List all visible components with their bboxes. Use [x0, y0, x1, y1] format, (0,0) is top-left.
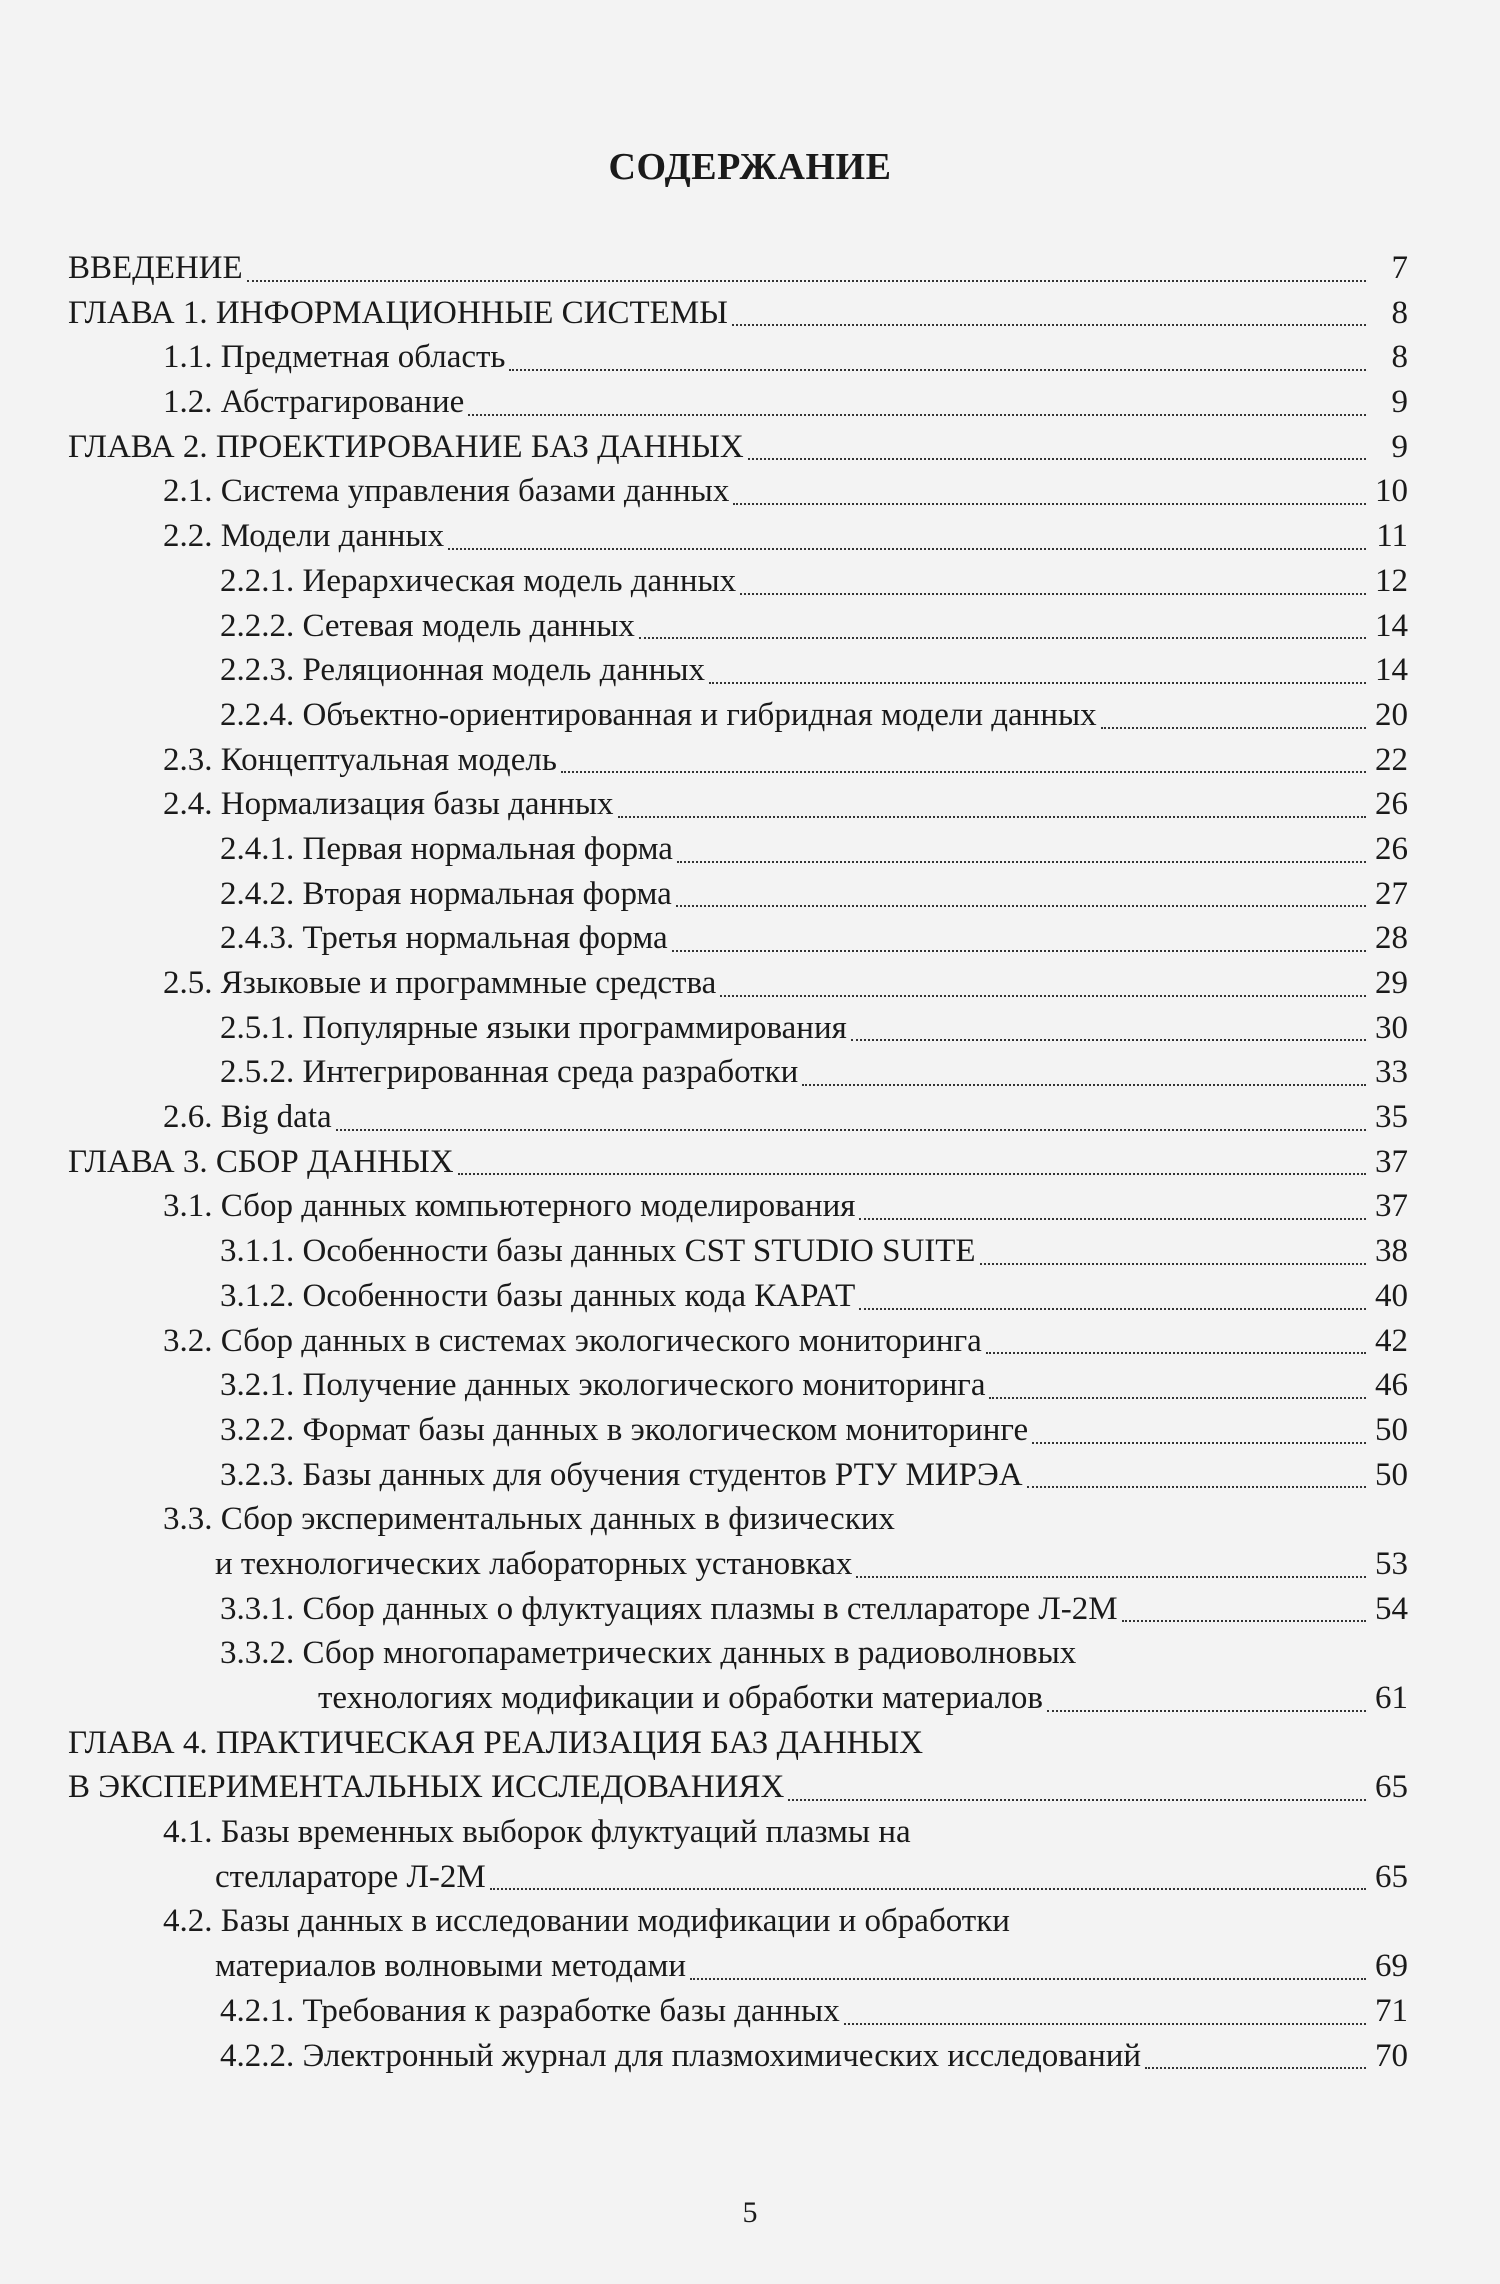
toc-entry-page: 12 [1375, 562, 1408, 599]
toc-entry-label: и технологических лабораторных установках [215, 1545, 853, 1582]
dot-leader [247, 279, 1366, 282]
toc-entry-page: 37 [1375, 1188, 1408, 1225]
toc-entry-page: 61 [1375, 1680, 1408, 1716]
toc-entry-label: 3.2.2. Формат базы данных в экологическом мониторинге [220, 1411, 1029, 1448]
toc-entry [68, 1676, 1408, 1721]
toc-entry-page: 26 [1375, 830, 1408, 867]
toc-entry-label: 3.1. Сбор данных компьютерного моделирования [163, 1188, 856, 1225]
toc-entry [68, 1989, 1408, 2034]
toc-entry-label: технологиях модификации и обработки материалов [318, 1680, 1044, 1716]
toc-entry-label: 2.2. Модели данных [163, 518, 445, 555]
toc-entry-page: 50 [1375, 1456, 1408, 1493]
toc-entry-page: 20 [1375, 696, 1408, 733]
toc-entry [68, 1810, 1408, 1855]
toc-entry [68, 1855, 1408, 1900]
toc-entry [68, 1050, 1408, 1095]
dot-leader [859, 1307, 1366, 1310]
dot-leader [676, 904, 1366, 907]
toc-entry-label: 3.1.1. Особенности базы данных CST STUDIO SUITE [220, 1233, 976, 1270]
dot-leader [672, 949, 1366, 952]
toc-entry [68, 872, 1408, 917]
toc-entry [68, 916, 1408, 961]
toc-entry-label: 3.2. Сбор данных в системах экологического мониторинга [163, 1322, 982, 1359]
toc-entry [68, 1408, 1408, 1453]
toc-entry-page: 28 [1375, 920, 1408, 957]
toc-entry-label: 2.2.3. Реляционная модель данных [220, 652, 705, 689]
dot-leader [709, 681, 1366, 684]
toc-entry-label: 3.3. Сбор экспериментальных данных в физических [163, 1501, 895, 1538]
toc-entry-label: 2.2.2. Сетевая модель данных [220, 607, 635, 644]
page-number: 5 [742, 2196, 758, 2229]
toc-entry [68, 604, 1408, 649]
toc-entry-page: 38 [1375, 1233, 1408, 1270]
dot-leader [748, 457, 1366, 460]
toc-entry [68, 2034, 1408, 2079]
dot-leader [1047, 1709, 1366, 1712]
toc-entry-label: 3.3.1. Сбор данных о флуктуациях плазмы в стеллараторе Л-2М [220, 1590, 1118, 1627]
toc-entry [68, 559, 1408, 604]
toc-entry [68, 514, 1408, 559]
toc-entry-page: 37 [1375, 1143, 1408, 1180]
toc-entry-label: ГЛАВА 1. ИНФОРМАЦИОННЫЕ СИСТЕМЫ [68, 294, 728, 331]
toc-entry-page: 42 [1375, 1322, 1408, 1359]
dot-leader [468, 413, 1366, 416]
toc-entry [68, 469, 1408, 514]
toc-entry [68, 1944, 1408, 1989]
dot-leader [802, 1083, 1366, 1086]
toc-entry [68, 961, 1408, 1006]
dot-leader [720, 994, 1366, 997]
toc-entry-page: 53 [1375, 1545, 1408, 1582]
dot-leader [856, 1575, 1366, 1578]
dot-leader [986, 1351, 1366, 1354]
toc-entry-label: ГЛАВА 4. ПРАКТИЧЕСКАЯ РЕАЛИЗАЦИЯ БАЗ ДАННЫХ [68, 1724, 924, 1761]
toc-entry-label: 2.4.2. Вторая нормальная форма [220, 875, 672, 912]
toc-entry-page: 14 [1375, 652, 1408, 689]
dot-leader [448, 547, 1366, 550]
dot-leader [561, 770, 1366, 773]
dot-leader [740, 592, 1366, 595]
toc-entry-page: 8 [1391, 294, 1408, 331]
dot-leader [677, 860, 1366, 863]
dot-leader [732, 323, 1366, 326]
toc-entry-label: 4.1. Базы временных выборок флуктуаций плазмы на [163, 1814, 911, 1851]
toc-entry-page: 70 [1375, 2037, 1408, 2074]
toc-entry [68, 1319, 1408, 1364]
toc-entry-page: 33 [1375, 1054, 1408, 1091]
toc-entry [68, 335, 1408, 380]
toc-entry-label: 4.2.2. Электронный журнал для плазмохимических исследований [220, 2037, 1142, 2074]
toc-entry-page: 9 [1391, 384, 1408, 421]
toc-entry [68, 1274, 1408, 1319]
dot-leader [980, 1262, 1366, 1265]
toc-entry-page: 54 [1375, 1590, 1408, 1627]
toc-entry-label: 2.4. Нормализация базы данных [163, 786, 614, 823]
toc-entry-page: 26 [1375, 786, 1408, 823]
toc-entry-label: материалов волновыми методами [215, 1948, 687, 1985]
dot-leader [788, 1798, 1366, 1801]
toc-entry [68, 1453, 1408, 1498]
toc-entry-label: 2.5.1. Популярные языки программирования [220, 1009, 847, 1046]
toc-entry-label: ГЛАВА 2. ПРОЕКТИРОВАНИЕ БАЗ ДАННЫХ [68, 428, 744, 465]
toc-entry [68, 1899, 1408, 1944]
toc-entry-page: 11 [1376, 518, 1408, 555]
toc-entry [68, 1542, 1408, 1587]
toc-entry [68, 693, 1408, 738]
toc-entry [68, 738, 1408, 783]
toc-entry-label: 4.2.1. Требования к разработке базы данных [220, 1992, 840, 2029]
toc-entry-label: 2.4.1. Первая нормальная форма [220, 830, 673, 867]
toc-entry-label: 3.2.1. Получение данных экологического мониторинга [220, 1367, 986, 1404]
toc-entry-label: 1.1. Предметная область [163, 339, 506, 376]
dot-leader [1101, 726, 1366, 729]
dot-leader [844, 2022, 1366, 2025]
toc-entry-page: 50 [1375, 1411, 1408, 1448]
toc-entry-page: 30 [1375, 1009, 1408, 1046]
toc-entry [68, 1006, 1408, 1051]
toc-entry [68, 1363, 1408, 1408]
toc-entry-page: 9 [1391, 428, 1408, 465]
toc-entry-label: 4.2. Базы данных в исследовании модификации и обработки [163, 1903, 1010, 1940]
toc-entry-label: 2.2.1. Иерархическая модель данных [220, 562, 737, 599]
dot-leader [690, 1977, 1366, 1980]
toc-entry-label: 3.3.2. Сбор многопараметрических данных в радиоволновых [220, 1635, 1077, 1672]
toc-entry-label: В ЭКСПЕРИМЕНТАЛЬНЫХ ИССЛЕДОВАНИЯХ [68, 1769, 785, 1806]
toc-entry [68, 1229, 1408, 1274]
toc-entry [68, 380, 1408, 425]
toc-entry-page: 40 [1375, 1277, 1408, 1314]
dot-leader [336, 1128, 1366, 1131]
dot-leader [490, 1887, 1366, 1890]
dot-leader [989, 1396, 1366, 1399]
toc-entry [68, 648, 1408, 693]
toc-entry-page: 65 [1375, 1858, 1408, 1895]
toc-entry-label: 3.1.2. Особенности базы данных кода КАРАТ [220, 1277, 856, 1314]
toc-entry-page: 27 [1375, 875, 1408, 912]
toc-entry-page: 22 [1375, 741, 1408, 778]
toc-entry [68, 1184, 1408, 1229]
dot-leader [733, 502, 1366, 505]
toc-entry [68, 782, 1408, 827]
dot-leader [1027, 1485, 1366, 1488]
toc-entry [68, 1631, 1408, 1676]
toc-entry [68, 1587, 1408, 1632]
toc-entry-page: 14 [1375, 607, 1408, 644]
toc-entry [68, 1095, 1408, 1140]
toc-entry-page: 7 [1391, 250, 1408, 286]
toc-entry [68, 1765, 1408, 1810]
dot-leader [1122, 1619, 1366, 1622]
dot-leader [458, 1172, 1366, 1175]
toc-entry-page: 10 [1375, 473, 1408, 510]
toc-entry-label: 2.5. Языковые и программные средства [163, 965, 717, 1001]
page-title: СОДЕРЖАНИЕ [608, 146, 892, 188]
toc-entry-label: 2.3. Концептуальная модель [163, 741, 557, 778]
toc-entry [68, 1497, 1408, 1542]
toc-entry [68, 1721, 1408, 1766]
dot-leader [639, 636, 1366, 639]
toc-entry-label: 1.2. Абстрагирование [163, 384, 465, 421]
toc-entry-page: 35 [1375, 1099, 1408, 1136]
toc-entry-label: 2.2.4. Объектно-ориентированная и гибридная модели данных [220, 696, 1097, 733]
toc-entry-label: ГЛАВА 3. СБОР ДАННЫХ [68, 1143, 454, 1180]
toc-entry [68, 246, 1408, 291]
toc-entry-label: стеллараторе Л-2М [215, 1858, 486, 1895]
toc-entry-label: 2.4.3. Третья нормальная форма [220, 920, 668, 957]
toc-entry [68, 827, 1408, 872]
dot-leader [1032, 1441, 1366, 1444]
toc-entry-page: 8 [1391, 339, 1408, 376]
toc-entry-page: 29 [1375, 965, 1408, 1001]
dot-leader [509, 368, 1366, 371]
toc-entry-label: 2.5.2. Интегрированная среда разработки [220, 1054, 799, 1091]
dot-leader [618, 815, 1366, 818]
toc-entry-page: 46 [1375, 1367, 1408, 1404]
toc-entry [68, 1140, 1408, 1185]
toc-entry-label: 2.6. Big data [163, 1099, 332, 1136]
toc-entry [68, 425, 1408, 470]
toc-entry-page: 71 [1375, 1992, 1408, 2029]
dot-leader [851, 1038, 1366, 1041]
toc-entry-label: 2.1. Система управления базами данных [163, 473, 730, 510]
toc-entry-label: 3.2.3. Базы данных для обучения студентов РТУ МИРЭА [220, 1456, 1023, 1493]
dot-leader [859, 1217, 1366, 1220]
toc-entry-label: ВВЕДЕНИЕ [68, 250, 243, 286]
toc-entry [68, 291, 1408, 336]
toc-entry-page: 65 [1375, 1769, 1408, 1806]
table-of-contents [68, 246, 1408, 2078]
toc-entry-page: 69 [1375, 1948, 1408, 1985]
dot-leader [1145, 2066, 1366, 2069]
